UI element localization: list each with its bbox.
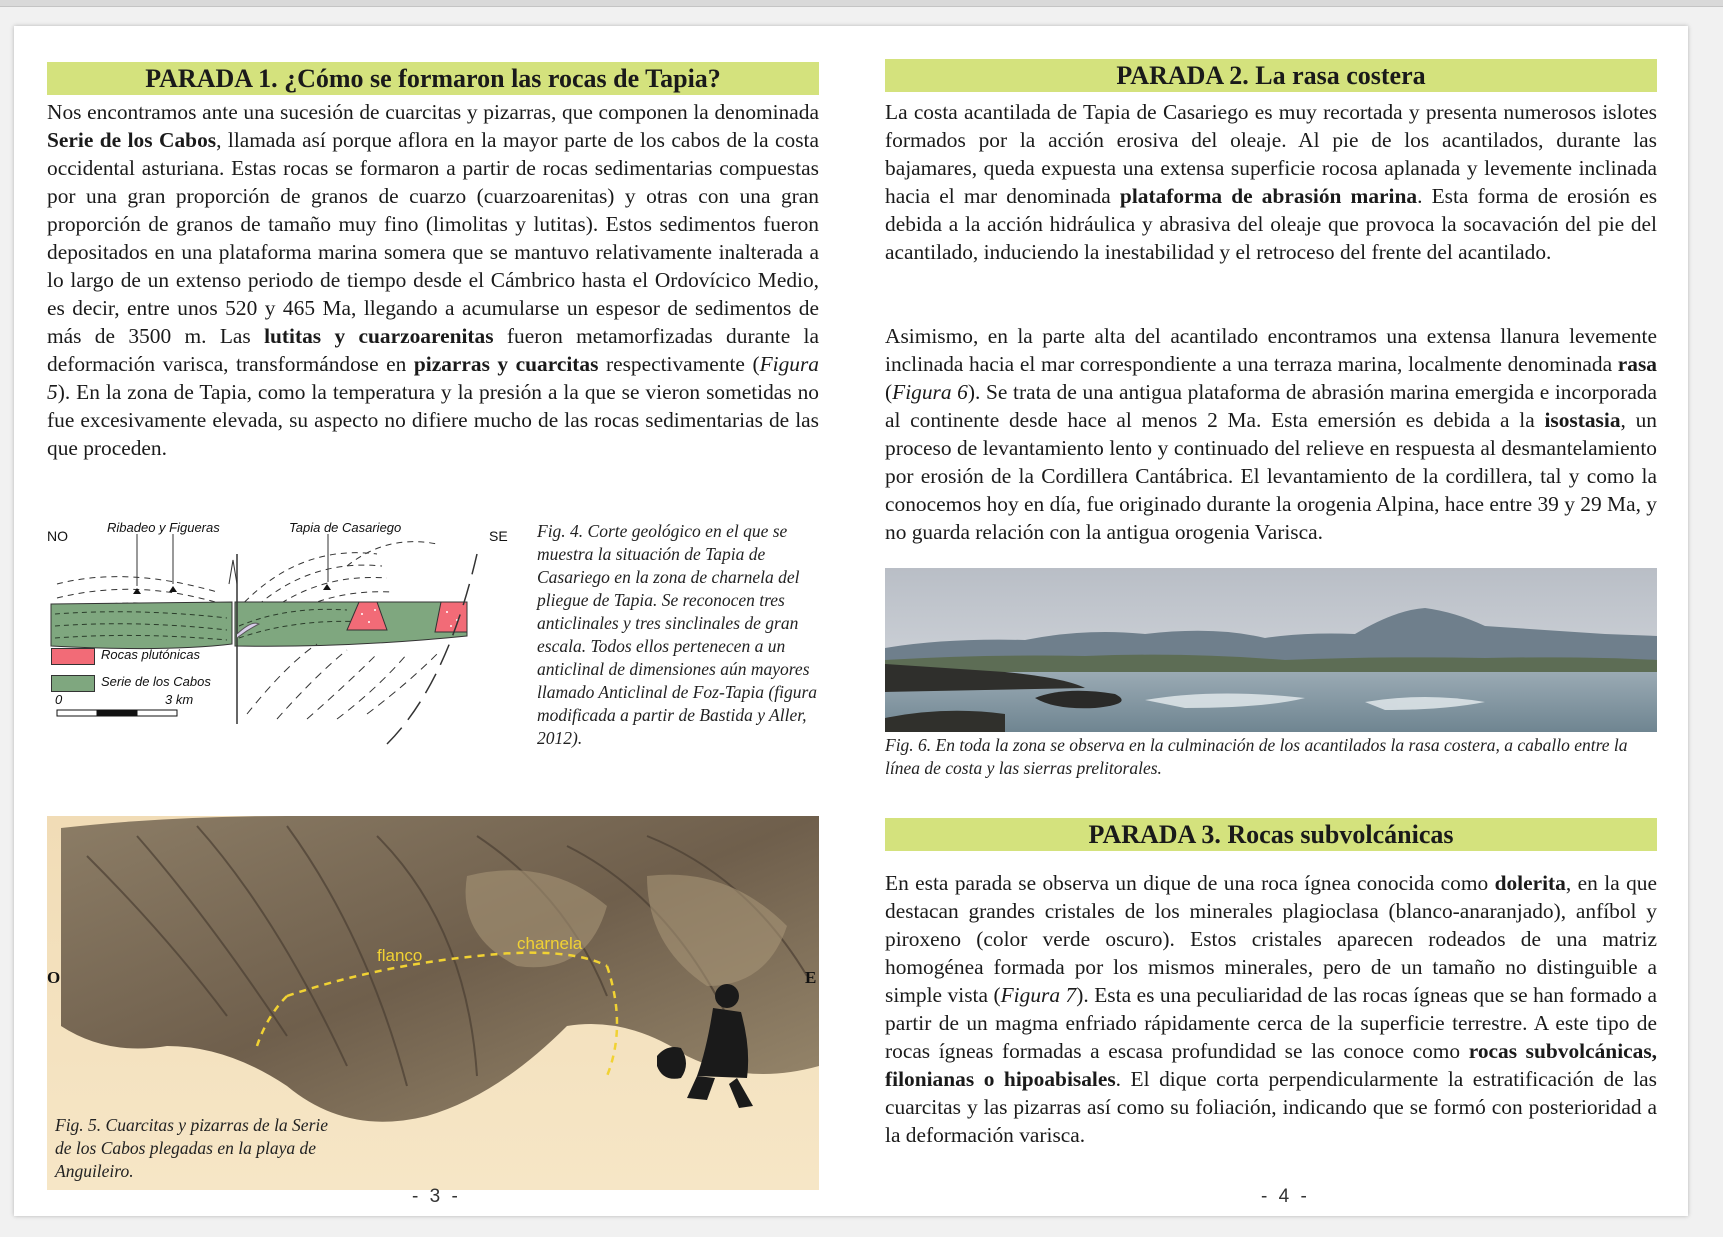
document-spread [14, 26, 1688, 1216]
fig5-caption: Fig. 5. Cuarcitas y pizarras de la Serie de los Cabos plegadas en la playa de Anguileiro. [55, 1115, 329, 1181]
legend-swatch-plutonic [51, 648, 95, 665]
coast-photo-drawing [885, 568, 1657, 732]
fig4-caption: Fig. 4. Corte geológico en el que se muestra la situación de Tapia de Casariego en la zona de charnela del pliegue de Tapia. Se reconocen tres anticlinales y tres sinclinales de gran escala. Todos ellos pertenecen a un anticlinal de dimensiones aún mayores llamado Anticlinal de Foz-Tapia (figura modificada a partir de Bastida y Aller, 2012). [537, 521, 818, 748]
parada-1-heading: PARADA 1. ¿Cómo se formaron las rocas de Tapia? [47, 62, 819, 95]
viewer-top-edge [0, 0, 1723, 7]
cross-section-drawing [47, 514, 517, 774]
fig5-photo-folded-rocks [47, 816, 819, 1190]
label-no: NO [47, 528, 68, 544]
parada-3-heading: PARADA 3. Rocas subvolcánicas [885, 818, 1657, 851]
label-se: SE [489, 528, 508, 544]
fig6-caption: Fig. 6. En toda la zona se observa en la culminación de los acantilados la rasa costera, a caballo entre la línea de costa y las sierras prelitorales. [885, 735, 1628, 778]
geological-cross-section [47, 514, 517, 774]
legend-swatch-cabos [51, 675, 95, 692]
legend-cabos-label: Serie de los Cabos [101, 674, 211, 689]
fig6-photo-coast [885, 568, 1657, 732]
orientation-east: E [805, 968, 817, 987]
label-tapia: Tapia de Casariego [289, 520, 402, 535]
parada-2-heading: PARADA 2. La rasa costera [885, 59, 1657, 92]
label-flanco: flanco [377, 946, 423, 965]
orientation-west: O [47, 968, 61, 987]
parada-3-text: En esta parada se observa un dique de una roca ígnea conocida como dolerita, en la que destacan grandes cristales de los minerales plagioclasa (blanco-anaranjado), anfíbol y piroxeno (color verde oscuro). Estos cristales aparecen rodeados de una matriz homogénea formada por los mismos minerales, pero de un tamaño no distinguible a simple vista (Figura 7). Esta es una peculiaridad de las rocas ígneas que se han formado a partir de un magma enfriado rápidamente cerca de la superficie terrestre. A este tipo de rocas ígneas formadas a escasa profundidad se las conoce como rocas subvolcánicas, filonianas o hipoabisales. El dique corta perpendicularmente la estratificación de las cuarcitas y las pizarras así como su foliación, indicando que se formó con posterioridad a la deformación varisca. [885, 871, 1657, 1147]
page-number-left: - 3 - [412, 1186, 461, 1207]
parada-1-text: Nos encontramos ante una sucesión de cuarcitas y pizarras, que componen la denominada Serie de los Cabos, llamada así porque aflora en la mayor parte de los cabos de la costa occidental asturiana. Estas rocas se formaron a partir de rocas sedimentarias compuestas por una gran proporción de granos de cuarzo (cuarzoarenitas) y otras con una gran proporción de granos de tamaño muy fino (limolitas y lutitas). Estos sedimentos fueron depositados en una plataforma marina somera que se mantuvo relativamente inalterada a lo largo de un extenso periodo de tiempo desde el Cámbrico hasta el Ordovícico Medio, es decir, entre unos 520 y 465 Ma, llegando a acumularse un espesor de sedimentos de más de 3500 m. Las lutitas y cuarzoarenitas fueron metamorfizadas durante la deformación varisca, transformándose en pizarras y cuarcitas respectivamente (Figura 5). En la zona de Tapia, como la temperatura y la presión a la que se vieron sometidas no fue excesivamente elevada, su aspecto no difiere mucho de las rocas sedimentarias de las que proceden. [47, 100, 819, 460]
scale-end-label: 3 km [165, 692, 194, 707]
parada-2-text-b: Asimismo, en la parte alta del acantilado encontramos una extensa llanura levemente inclinada hacia el mar correspondiente a una terraza marina, localmente denominada rasa (Figura 6). Se trata de una antigua plataforma de abrasión marina emergida e incorporada al continente desde hace al menos 2 Ma. Esta emersión es debida a la isostasia, un proceso de levantamiento lento y continuado del relieve en respuesta al desmantelamiento por erosión de la Cordillera Cantábrica. El levantamiento de la cordillera, tal y como la conocemos hoy en día, fue originado durante la orogenia Alpina, hace entre 39 y 29 Ma, y no guarda relación con la antigua orogenia Varisca. [885, 324, 1657, 544]
scale-start-label: 0 [55, 692, 63, 707]
legend-plutonic-label: Rocas plutónicas [101, 647, 200, 662]
page-number-right: - 4 - [1261, 1186, 1310, 1207]
label-charnela: charnela [517, 934, 583, 953]
label-ribadeo: Ribadeo y Figueras [107, 520, 220, 535]
parada-2-text-a: La costa acantilada de Tapia de Casariego es muy recortada y presenta numerosos islotes formados por la acción erosiva del oleaje. Al pie de los acantilados, durante las bajamares, queda expuesta una extensa superficie rocosa aplanada y levemente inclinada hacia el mar denominada plataforma de abrasión marina. Esta forma de erosión es debida a la acción hidráulica y abrasiva del oleaje que provoca la socavación del pie del acantilado, induciendo la inestabilidad y el retroceso del frente del acantilado. [885, 100, 1658, 264]
